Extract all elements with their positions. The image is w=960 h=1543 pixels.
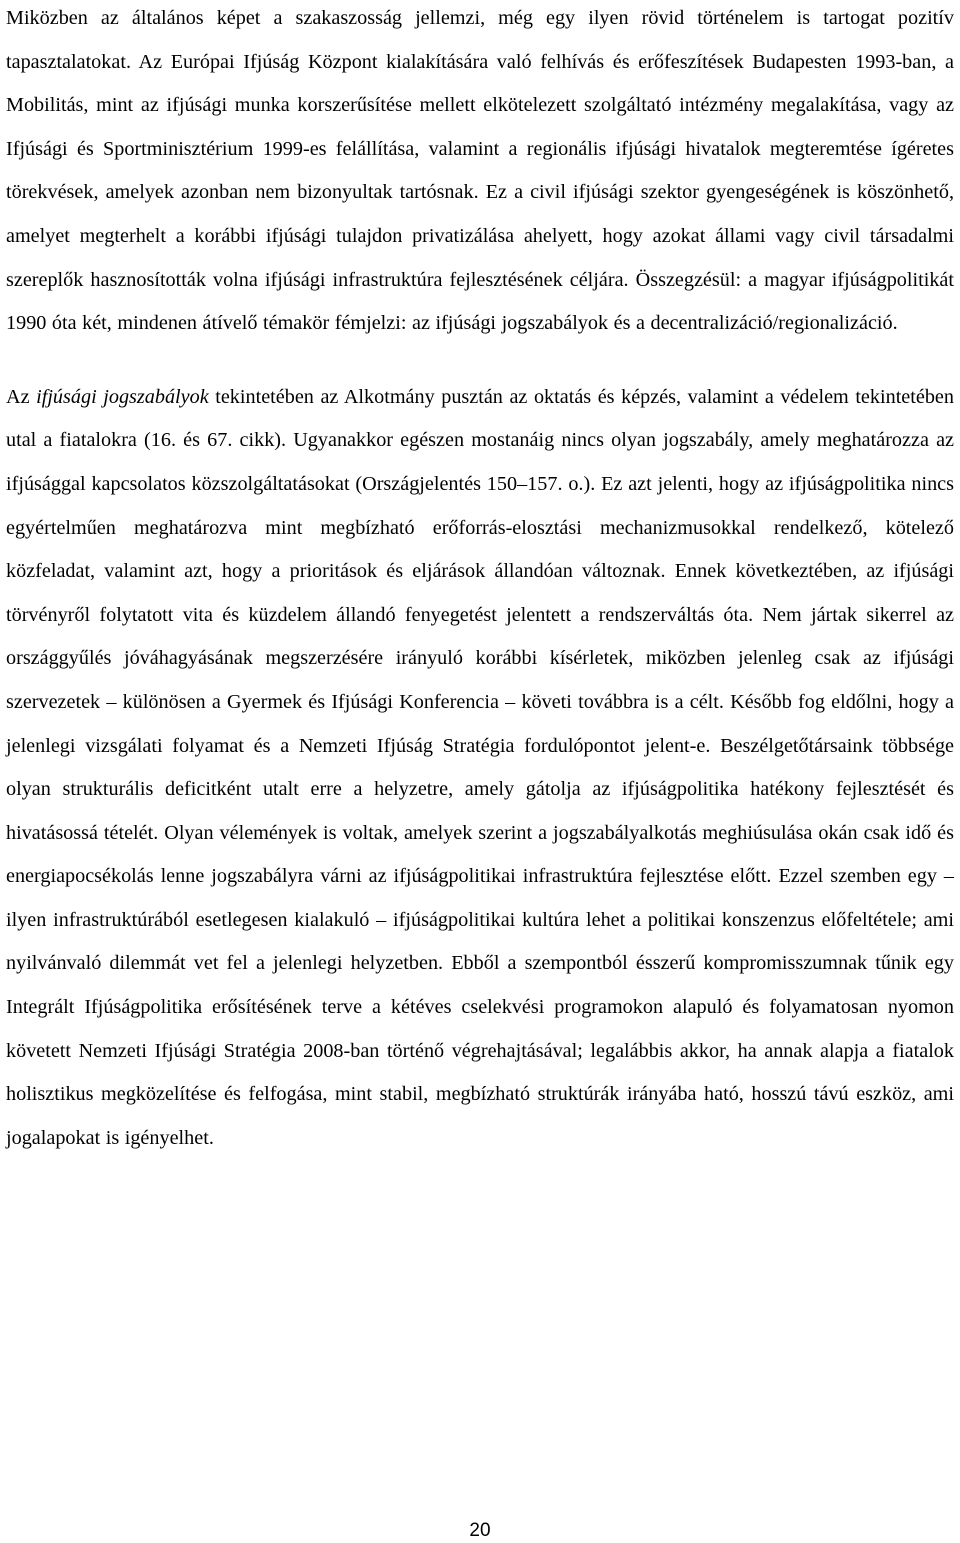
document-page [6, 0, 954, 1160]
paragraph-2-body: tekintetében az Alkotmány pusztán az oktatás és képzés, valamint a védelem tekintetében utal a fiatalokra (16. és 67. cikk). Ugyanakkor egészen mostanáig nincs olyan jogszabály, amely meghatározza az ifjúsággal kapcsolatos közszolgáltatásokat (Országjelentés 150–157. o.). Ez azt jelenti, hogy az ifjúságpolitika nincs egyértelműen meghatározva mint megbízható erőforrás-elosztási mechanizmusokkal rendelkező, kötelező közfeladat, valamint azt, hogy a prioritások és eljárások állandóan változnak. Ennek következtében, az ifjúsági törvényről folytatott vita és küzdelem állandó fenyegetést jelentett a rendszerváltás óta. Nem jártak sikerrel az országgyűlés jóváhagyásának megszerzésére irányuló korábbi kísérletek, miközben jelenleg csak az ifjúsági szervezetek – különösen a Gyermek és Ifjúsági Konferencia – követi továbbra is a célt. Később fog eldőlni, hogy a jelenlegi vizsgálati folyamat és a Nemzeti Ifjúság Stratégia fordulópontot jelent-e. Beszélgetőtársaink többsége olyan strukturális deficitként utalt erre a helyzetre, amely gátolja az ifjúságpolitika hatékony fejlesztését és hivatásossá tételét. Olyan vélemények is voltak, amelyek szerint a jogszabályalkotás meghiúsulása okán csak idő és energiapocsékolás lenne jogszabályra várni az ifjúságpolitikai infrastruktúra fejlesztése előtt. Ezzel szemben egy – ilyen infrastruktúrából esetlegesen kialakuló – ifjúságpolitikai kultúra lehet a politikai konszenzus előfeltétele; ami nyilvánvaló dilemmát vet fel a jelenlegi helyzetben. Ebből a szempontból ésszerű kompromisszumnak tűnik egy Integrált Ifjúságpolitika erősítésének terve a kétéves cselekvési programokon alapuló és folyamatosan nyomon követett Nemzeti Ifjúsági Stratégia 2008-ban történő végrehajtásával; legalábbis akkor, ha annak alapja a fiatalok holisztikus megközelítése és felfogása, mint stabil, megbízható struktúrák irányába ható, hosszú távú eszköz, ami jogalapokat is igényelhet. [6, 385, 954, 1149]
paragraph-2-emphasis: ifjúsági jogszabályok [36, 385, 209, 408]
paragraph-2 [6, 376, 954, 1161]
paragraph-1: Miközben az általános képet a szakaszosság jellemzi, még egy ilyen rövid történelem is tartogat pozitív tapasztalatokat. Az Európai Ifjúság Központ kialakítására való felhívás és erőfeszítések Budapesten 1993-ban, a Mobilitás, mint az ifjúsági munka korszerűsítése mellett elkötelezett szolgáltató intézmény megalakítása, vagy az Ifjúsági és Sportminisztérium 1999-es felállítása, valamint a regionális ifjúsági hivatalok megteremtése ígéretes törekvések, amelyek azonban nem bizonyultak tartósnak. Ez a civil ifjúsági szektor gyengeségének is köszönhető, amelyet megterhelt a korábbi ifjúsági tulajdon privatizálása ahelyett, hogy azokat állami vagy civil társadalmi szereplők hasznosították volna ifjúsági infrastruktúra fejlesztésének céljára. Összegzésül: a magyar ifjúságpolitikát 1990 óta két, mindenen átívelő témakör fémjelzi: az ifjúsági jogszabályok és a decentralizáció/regionalizáció. [6, 7, 954, 335]
page-number: 20 [469, 1520, 491, 1541]
paragraph-2-lead: Az [6, 385, 37, 408]
